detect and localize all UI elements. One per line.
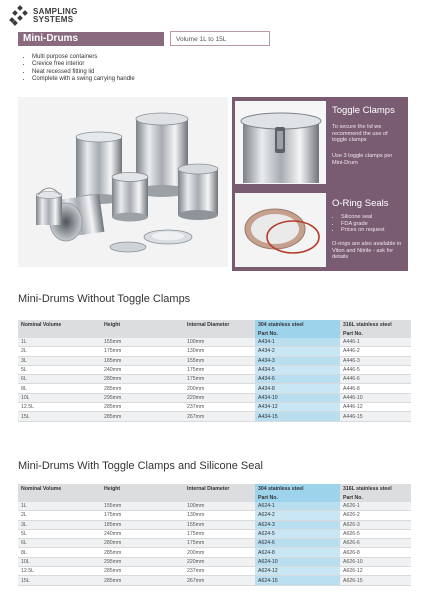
cell-diameter: 175mm (184, 539, 255, 548)
col-subheader (18, 494, 101, 502)
cell-part-304: A624-6 (255, 539, 340, 548)
cell-diameter: 100mm (184, 338, 255, 347)
cell-height: 175mm (101, 347, 184, 356)
cell-height: 185mm (101, 520, 184, 529)
table-without-clamps (18, 320, 411, 422)
cell-part-304: A624-2 (255, 511, 340, 520)
col-header: 304 stainless steel (255, 484, 340, 494)
logo-mark-icon (10, 6, 30, 26)
cell-height: 280mm (101, 539, 184, 548)
col-header: Internal Diameter (184, 484, 255, 494)
table-row (18, 403, 411, 412)
brand-line2: SYSTEMS (33, 15, 74, 24)
cell-volume: 10L (18, 393, 101, 402)
col-subheader: Part No. (255, 494, 340, 502)
col-subheader (184, 330, 255, 338)
table-row (18, 548, 411, 557)
cell-volume: 15L (18, 412, 101, 421)
cell-part-316: A626-15 (340, 576, 411, 585)
cell-height: 285mm (101, 567, 184, 576)
col-subheader (184, 494, 255, 502)
table-row (18, 557, 411, 566)
table-with-clamps (18, 484, 411, 586)
cell-height: 240mm (101, 365, 184, 374)
oring-list (332, 214, 385, 234)
cell-part-304: A434-12 (255, 403, 340, 412)
oring-note: O-rings are also available in Viton and Nitrile - ask for details (332, 241, 402, 261)
col-header: Height (101, 320, 184, 330)
table-row (18, 338, 411, 347)
table-row (18, 384, 411, 393)
cell-volume: 12.5L (18, 567, 101, 576)
cell-part-316: A446-8 (340, 384, 411, 393)
brand-logo (10, 5, 78, 27)
cell-part-304: A434-5 (255, 365, 340, 374)
cell-height: 285mm (101, 412, 184, 421)
toggle-clamps-title: Toggle Clamps (332, 105, 395, 116)
cell-part-316: A626-3 (340, 520, 411, 529)
cell-part-304: A434-3 (255, 356, 340, 365)
cell-part-316: A446-12 (340, 403, 411, 412)
feature-item: • Multi purpose containers (32, 54, 135, 61)
cell-part-304: A434-10 (255, 393, 340, 402)
brand-line1: SAMPLING (33, 7, 78, 16)
drum-tiny-icon (36, 188, 62, 225)
cell-part-316: A446-10 (340, 393, 411, 402)
cell-part-304: A624-1 (255, 502, 340, 511)
cell-diameter: 220mm (184, 393, 255, 402)
cell-volume: 5L (18, 529, 101, 538)
cell-volume: 2L (18, 347, 101, 356)
cell-diameter: 220mm (184, 557, 255, 566)
cell-volume: 3L (18, 520, 101, 529)
table1-title: Mini-Drums Without Toggle Clamps (18, 293, 191, 305)
col-subheader: Part No. (340, 330, 411, 338)
col-header: 316L stainless steel (340, 320, 411, 330)
cell-diameter: 237mm (184, 567, 255, 576)
cell-diameter: 237mm (184, 403, 255, 412)
col-header: Nominal Volume (18, 320, 101, 330)
cell-part-316: A626-2 (340, 511, 411, 520)
col-header: Nominal Volume (18, 484, 101, 494)
cell-volume: 12.5L (18, 403, 101, 412)
cell-part-304: A624-8 (255, 548, 340, 557)
cell-height: 285mm (101, 576, 184, 585)
oring-item: • Silicone seal (341, 214, 385, 221)
table-row (18, 365, 411, 374)
cell-height: 285mm (101, 548, 184, 557)
feature-item: • Crevice free interior (32, 61, 135, 68)
toggle-clamps-usage: Use 3 toggle clamps per Mini-Drum (332, 153, 393, 166)
oring-item: • Prices on request (341, 227, 385, 234)
cell-part-316: A446-6 (340, 375, 411, 384)
cell-part-316: A446-2 (340, 347, 411, 356)
cell-height: 240mm (101, 529, 184, 538)
cell-diameter: 175mm (184, 529, 255, 538)
cell-height: 295mm (101, 557, 184, 566)
cell-part-316: A626-10 (340, 557, 411, 566)
cell-height: 155mm (101, 502, 184, 511)
cell-diameter: 175mm (184, 365, 255, 374)
table-row (18, 529, 411, 538)
cell-volume: 6L (18, 375, 101, 384)
cell-volume: 3L (18, 356, 101, 365)
cell-volume: 1L (18, 502, 101, 511)
cell-diameter: 175mm (184, 375, 255, 384)
col-header: 304 stainless steel (255, 320, 340, 330)
cell-part-304: A434-6 (255, 375, 340, 384)
cell-part-304: A624-12 (255, 567, 340, 576)
col-header: Height (101, 484, 184, 494)
cell-height: 295mm (101, 393, 184, 402)
volume-range: Volume 1L to 15L (170, 31, 270, 46)
col-subheader (18, 330, 101, 338)
cell-part-304: A434-2 (255, 347, 340, 356)
drum-lid-icon (110, 230, 192, 252)
cell-height: 280mm (101, 375, 184, 384)
cell-part-316: A626-6 (340, 539, 411, 548)
col-header: Internal Diameter (184, 320, 255, 330)
cell-height: 285mm (101, 403, 184, 412)
col-subheader (101, 330, 184, 338)
cell-diameter: 200mm (184, 384, 255, 393)
product-photo (18, 97, 228, 267)
cell-volume: 6L (18, 539, 101, 548)
feature-item: • Complete with a swing carrying handle (32, 76, 135, 83)
table2-title: Mini-Drums With Toggle Clamps and Silicone Seal (18, 460, 263, 472)
table-row (18, 539, 411, 548)
col-header: 316L stainless steel (340, 484, 411, 494)
cell-part-304: A434-15 (255, 412, 340, 421)
oring-title: O-Ring Seals (332, 198, 389, 209)
toggle-clamp-photo (235, 101, 326, 184)
table-row (18, 393, 411, 402)
drum-small-icon (112, 173, 148, 222)
cell-volume: 1L (18, 338, 101, 347)
cell-height: 185mm (101, 356, 184, 365)
cell-diameter: 155mm (184, 356, 255, 365)
table-row (18, 520, 411, 529)
cell-height: 175mm (101, 511, 184, 520)
cell-diameter: 130mm (184, 347, 255, 356)
cell-diameter: 100mm (184, 502, 255, 511)
cell-part-316: A626-8 (340, 548, 411, 557)
col-subheader: Part No. (255, 330, 340, 338)
cell-volume: 15L (18, 576, 101, 585)
cell-part-316: A446-1 (340, 338, 411, 347)
cell-part-304: A624-15 (255, 576, 340, 585)
cell-volume: 5L (18, 365, 101, 374)
cell-part-316: A626-5 (340, 529, 411, 538)
cell-height: 155mm (101, 338, 184, 347)
table-row (18, 567, 411, 576)
cell-part-304: A434-8 (255, 384, 340, 393)
toggle-clamps-text: To secure the lid we recommend the use of toggle clamps (332, 124, 388, 144)
cell-diameter: 267mm (184, 412, 255, 421)
cell-part-316: A446-5 (340, 365, 411, 374)
table-row (18, 375, 411, 384)
drum-right-icon (178, 164, 218, 220)
cell-part-304: A624-3 (255, 520, 340, 529)
cell-part-316: A626-12 (340, 567, 411, 576)
feature-item: • Neat recessed fitting lid (32, 69, 135, 76)
cell-volume: 2L (18, 511, 101, 520)
table-row (18, 412, 411, 421)
cell-diameter: 130mm (184, 511, 255, 520)
cell-part-316: A626-1 (340, 502, 411, 511)
cell-part-316: A446-15 (340, 412, 411, 421)
cell-volume: 8L (18, 548, 101, 557)
cell-volume: 8L (18, 384, 101, 393)
cell-diameter: 155mm (184, 520, 255, 529)
table-row (18, 576, 411, 585)
col-subheader (101, 494, 184, 502)
table-row (18, 347, 411, 356)
cell-volume: 10L (18, 557, 101, 566)
cell-height: 285mm (101, 384, 184, 393)
cell-diameter: 267mm (184, 576, 255, 585)
cell-part-304: A624-10 (255, 557, 340, 566)
cell-part-316: A446-3 (340, 356, 411, 365)
table-row (18, 511, 411, 520)
cell-part-304: A624-5 (255, 529, 340, 538)
table-row (18, 502, 411, 511)
cell-part-304: A434-1 (255, 338, 340, 347)
oring-item: • FDA grade (341, 221, 385, 228)
page-title: Mini-Drums (18, 32, 164, 46)
col-subheader: Part No. (340, 494, 411, 502)
cell-diameter: 200mm (184, 548, 255, 557)
accessories-panel (232, 97, 408, 271)
table-row (18, 356, 411, 365)
feature-list (18, 54, 135, 83)
oring-photo (235, 193, 326, 267)
